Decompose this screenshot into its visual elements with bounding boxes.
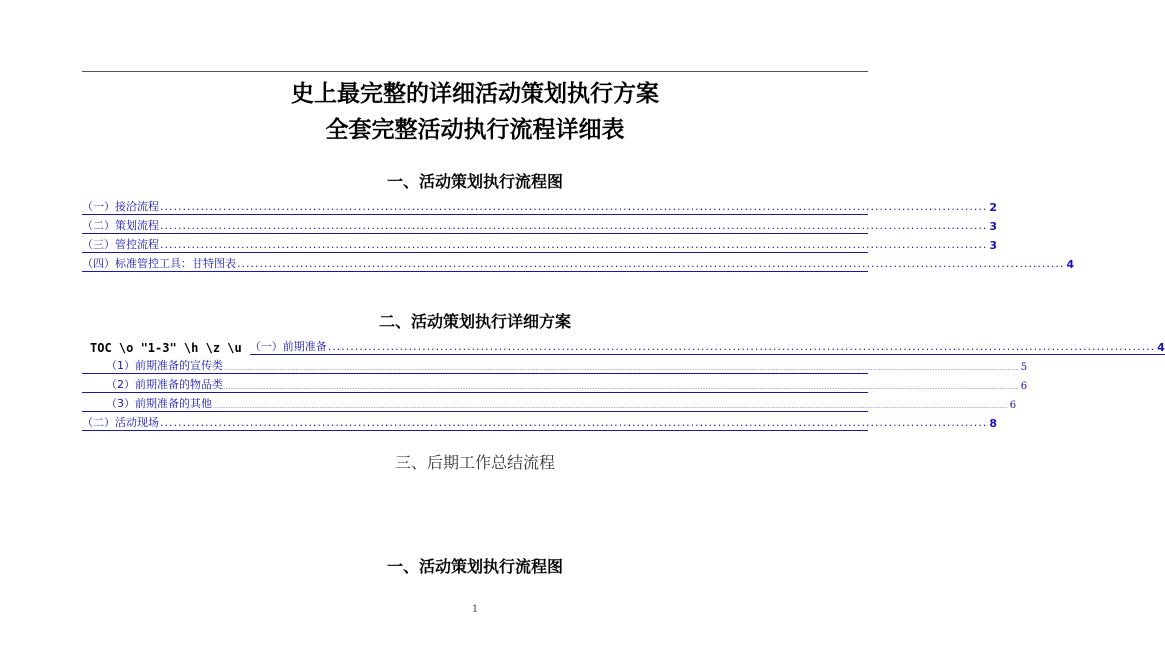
toc-link-xuanchuan[interactable] (82, 355, 1028, 374)
toc-link-label: （一）接洽流程 (82, 200, 159, 213)
toc-page-number: 4 (1066, 258, 1075, 271)
toc-link-guankong[interactable] (82, 234, 998, 253)
toc-link-label: （三）管控流程 (82, 238, 159, 251)
toc-link-label: （1）前期准备的宣传类 (106, 359, 223, 372)
section-heading-4: 一、活动策划执行流程图 (386, 557, 563, 576)
toc-leader-dots: ........................................................................................................................................................................................ (237, 257, 1065, 270)
toc-page-number: 6 (1020, 381, 1028, 392)
toc-leader-dots: ........................................................................................................................................................................................ (160, 416, 988, 429)
toc-link-cehua[interactable] (82, 215, 998, 234)
toc-page-number: 3 (989, 239, 998, 252)
toc-page-number: 2 (989, 201, 998, 214)
toc-link-qita[interactable] (82, 393, 1017, 412)
toc-link-label: （四）标准管控工具：甘特图表 (82, 257, 236, 270)
toc-section-1 (82, 196, 1075, 272)
toc-link-jieqia[interactable] (82, 196, 998, 215)
toc-link-label: （二）活动现场 (82, 416, 159, 429)
document-title-line1: 史上最完整的详细活动策划执行方案 (291, 81, 659, 107)
toc-leader-dots: ........................................................................................................................................................................................ (160, 238, 988, 251)
toc-leader-dots: .................................................................................................................................................................................................................................................................................................................................................................................................................................................................................................................... (224, 366, 1019, 372)
toc-section-2 (82, 337, 1165, 431)
toc-link-qianqi[interactable] (82, 337, 1165, 355)
toc-leader-dots: .................................................................................................................................................................................................................................................................................................................................................................................................................................................................................................................... (213, 404, 1008, 410)
section-heading-3: 三、后期工作总结流程 (394, 453, 555, 472)
section-heading-1: 一、活动策划执行流程图 (386, 172, 563, 191)
toc-link-label: （2）前期准备的物品类 (106, 378, 223, 391)
toc-page-number: 6 (1009, 400, 1017, 411)
toc-leader-dots: ........................................................................................................................................................................................ (327, 340, 1156, 353)
header-rule (82, 71, 868, 72)
toc-link-label: （3）前期准备的其他 (106, 397, 212, 410)
toc-link-label: （一）前期准备 (249, 340, 327, 353)
toc-leader-dots: ........................................................................................................................................................................................ (160, 219, 988, 232)
toc-page-number: 4 (1157, 341, 1165, 354)
toc-field-code: TOC \o "1-3" \h \z \u (90, 341, 242, 355)
toc-page-number: 5 (1020, 362, 1028, 373)
toc-link-gantt[interactable] (82, 253, 1075, 272)
toc-page-number: 8 (989, 417, 998, 430)
toc-link-wupin[interactable] (82, 374, 1028, 393)
toc-leader-dots: .................................................................................................................................................................................................................................................................................................................................................................................................................................................................................................................... (224, 385, 1019, 391)
toc-leader-dots: ........................................................................................................................................................................................ (160, 200, 988, 213)
page-number-footer: 1 (471, 604, 479, 615)
toc-link-xianchang[interactable] (82, 412, 998, 431)
section-heading-2: 二、活动策划执行详细方案 (378, 312, 571, 331)
document-title-line2: 全套完整活动执行流程详细表 (325, 117, 625, 143)
toc-link-label: （二）策划流程 (82, 219, 159, 232)
toc-page-number: 3 (989, 220, 998, 233)
